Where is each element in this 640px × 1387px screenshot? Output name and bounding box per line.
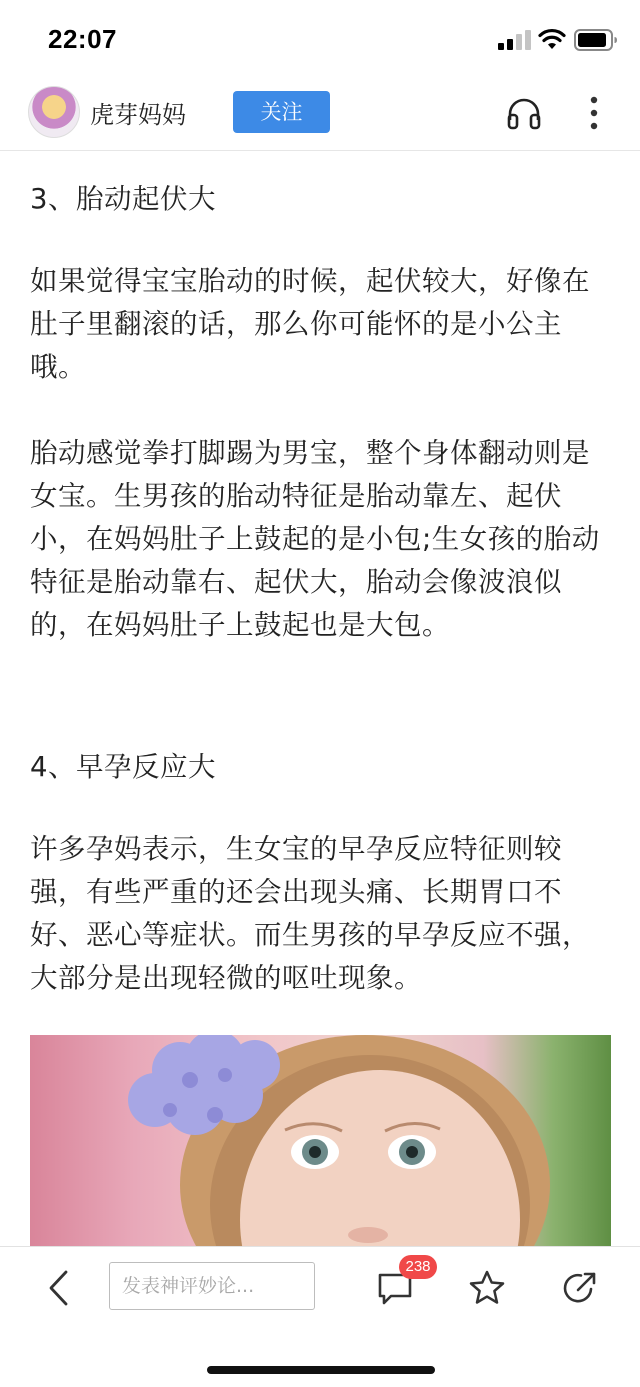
child-portrait-image (30, 1035, 611, 1247)
comment-input[interactable]: 发表神评妙论... (109, 1262, 315, 1310)
home-indicator[interactable] (207, 1366, 435, 1374)
section-heading: 3、胎动起伏大 (30, 183, 216, 215)
bottom-action-bar (0, 1246, 640, 1387)
share-icon[interactable] (561, 1269, 599, 1307)
status-bar (0, 0, 640, 78)
article-photo[interactable] (30, 1035, 611, 1247)
follow-button[interactable]: 关注 (233, 91, 330, 133)
cellular-signal-icon (498, 30, 532, 50)
author-name[interactable]: 虎芽妈妈 (90, 101, 186, 129)
battery-icon (574, 29, 618, 51)
paragraph: 许多孕妈表示，生女宝的早孕反应特征则较强，有些严重的还会出现头痛、长期胃口不好、恶心等症状。而生男孩的早孕反应不强，大部分是出现轻微的呕吐现象。 (30, 833, 590, 994)
more-vertical-icon[interactable] (584, 94, 604, 132)
comment-count-badge: 238 (399, 1255, 437, 1279)
status-time: 22:07 (48, 24, 117, 54)
wifi-icon (538, 27, 566, 51)
article-header (0, 78, 640, 151)
paragraph: 胎动感觉拳打脚踢为男宝，整个身体翻动则是女宝。生男孩的胎动特征是胎动靠左、起伏小，在妈妈肚子上鼓起的是小包;生女孩的胎动特征是胎动靠右、起伏大，胎动会像波浪似的，在妈妈肚子上鼓起也是大包。 (30, 437, 600, 641)
section-heading: 4、早孕反应大 (30, 751, 216, 783)
author-avatar[interactable] (28, 86, 80, 138)
headphones-icon[interactable] (506, 96, 542, 130)
back-arrow-icon[interactable] (44, 1269, 74, 1307)
paragraph: 如果觉得宝宝胎动的时候，起伏较大，好像在肚子里翻滚的话，那么你可能怀的是小公主哦。 (30, 265, 590, 383)
star-icon[interactable] (468, 1269, 506, 1307)
